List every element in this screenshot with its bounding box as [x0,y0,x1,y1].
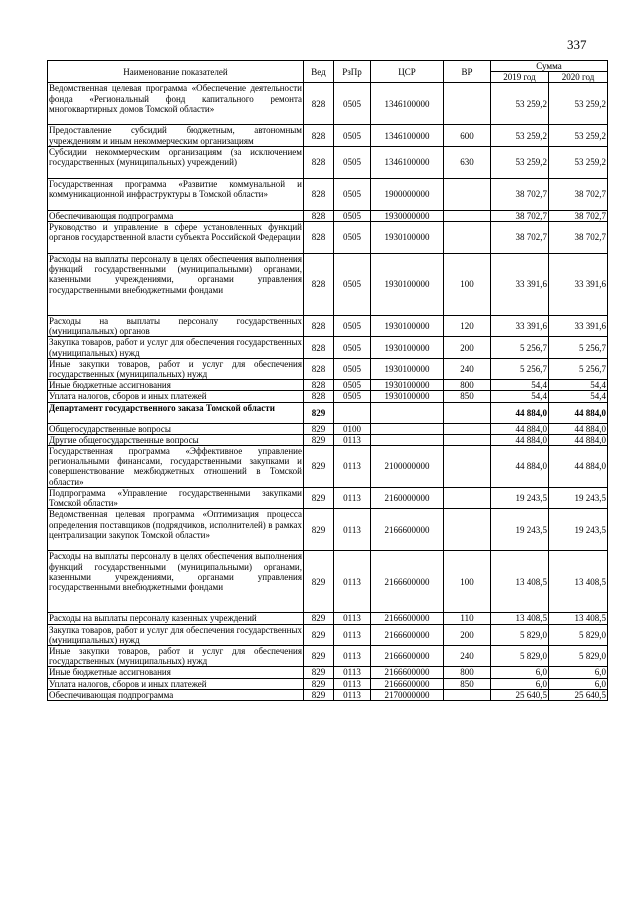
cell-rzpr: 0113 [334,689,371,700]
cell-vr [444,83,491,125]
table-row [48,423,608,434]
cell-name: Расходы на выплаты персоналу в целях обеспечения выполнения функций государственными (муниципальными) органами, казенными учреждениями, органами управления государственными внебюджетными фондами [48,254,304,316]
cell-ved: 829 [304,678,334,689]
cell-rzpr: 0505 [334,391,371,402]
table-row [48,83,608,125]
table-row [48,125,608,146]
cell-y2019: 44 884,0 [491,423,549,434]
cell-ved: 828 [304,391,334,402]
table-row [48,222,608,254]
table-row [48,146,608,178]
cell-name: Иные бюджетные ассигнования [48,380,304,391]
cell-ved: 829 [304,402,334,423]
cell-y2019: 54,4 [491,380,549,391]
cell-ved: 828 [304,254,334,316]
cell-y2020: 44 884,0 [549,423,608,434]
cell-y2020: 44 884,0 [549,434,608,445]
cell-y2019: 53 259,2 [491,125,549,146]
table-row [48,254,608,316]
cell-y2019: 53 259,2 [491,83,549,125]
cell-csr: 1346100000 [371,83,444,125]
cell-csr [371,423,444,434]
cell-csr: 1930100000 [371,337,444,358]
cell-csr: 1930100000 [371,358,444,379]
cell-y2020: 19 243,5 [549,488,608,509]
cell-vr: 600 [444,125,491,146]
cell-y2020: 5 829,0 [549,646,608,667]
cell-name: Иные бюджетные ассигнования [48,667,304,678]
cell-name: Расходы на выплаты персоналу в целях обеспечения выполнения функций государственными (муниципальными) органами, казенными учреждениями, органами управления государственными внебюджетными фондами [48,551,304,613]
table-row [48,509,608,551]
table-row [48,551,608,613]
header-sum: Сумма [491,61,608,72]
cell-ved: 829 [304,551,334,613]
cell-rzpr: 0113 [334,551,371,613]
cell-csr: 1900000000 [371,178,444,210]
table-row [48,178,608,210]
cell-vr [444,446,491,488]
cell-rzpr: 0113 [334,509,371,551]
page-number: 337 [567,37,587,52]
cell-ved: 828 [304,222,334,254]
table-row [48,210,608,221]
table-row [48,678,608,689]
cell-vr [444,434,491,445]
cell-y2019: 44 884,0 [491,434,549,445]
cell-y2020: 38 702,7 [549,210,608,221]
cell-y2019: 13 408,5 [491,613,549,624]
cell-y2020: 38 702,7 [549,222,608,254]
cell-name: Обеспечивающая подпрограмма [48,689,304,700]
cell-csr: 1930100000 [371,316,444,337]
cell-vr: 240 [444,358,491,379]
cell-y2020: 5 256,7 [549,358,608,379]
cell-rzpr: 0505 [334,254,371,316]
cell-name: Уплата налогов, сборов и иных платежей [48,678,304,689]
cell-rzpr: 0505 [334,316,371,337]
cell-name: Государственная программа «Развитие коммунальной и коммуникационной инфраструктуры в Томской области» [48,178,304,210]
cell-csr: 2170000000 [371,689,444,700]
cell-vr: 200 [444,624,491,645]
cell-vr: 240 [444,646,491,667]
cell-y2019: 5 256,7 [491,358,549,379]
cell-y2020: 13 408,5 [549,551,608,613]
cell-vr: 800 [444,380,491,391]
cell-name: Закупка товаров, работ и услуг для обеспечения государственных (муниципальных) нужд [49,624,302,645]
cell-y2019: 5 256,7 [491,337,549,358]
cell-vr: 100 [444,551,491,613]
cell-ved: 829 [304,613,334,624]
cell-ved: 828 [304,83,334,125]
table-row [48,337,608,358]
cell-ved: 828 [304,358,334,379]
cell-y2020: 53 259,2 [549,125,608,146]
cell-csr: 1930000000 [371,210,444,221]
cell-vr [444,178,491,210]
cell-rzpr [334,402,371,423]
cell-rzpr: 0113 [334,678,371,689]
cell-ved: 829 [304,667,334,678]
header-ved: Вед [304,61,334,83]
cell-y2019: 6,0 [491,678,549,689]
cell-y2020: 53 259,2 [549,146,608,178]
cell-y2020: 44 884,0 [549,402,608,423]
cell-y2019: 33 391,6 [491,316,549,337]
cell-name: Предоставление субсидий бюджетным, автономным учреждениям и иным некоммерческим организациям [49,125,302,146]
header-2020: 2020 год [549,72,608,83]
cell-vr [444,488,491,509]
cell-vr: 120 [444,316,491,337]
header-vr: ВР [444,61,491,83]
cell-y2020: 19 243,5 [549,509,608,551]
cell-y2020: 5 256,7 [549,337,608,358]
cell-y2019: 53 259,2 [491,146,549,178]
cell-csr: 2166600000 [371,613,444,624]
table-row [48,646,608,667]
cell-y2019: 19 243,5 [491,509,549,551]
cell-ved: 829 [304,423,334,434]
header-csr: ЦСР [371,61,444,83]
table-row [48,316,608,337]
cell-csr: 2166600000 [371,678,444,689]
cell-csr [371,402,444,423]
table-row [48,402,608,423]
cell-csr: 2166600000 [371,667,444,678]
cell-rzpr: 0505 [334,146,371,178]
cell-rzpr: 0113 [334,434,371,445]
table-body [48,83,608,701]
cell-vr: 630 [444,146,491,178]
cell-rzpr: 0100 [334,423,371,434]
cell-rzpr: 0113 [334,613,371,624]
header-2019: 2019 год [491,72,549,83]
cell-rzpr: 0505 [334,83,371,125]
cell-name: Общегосударственные вопросы [48,423,304,434]
cell-vr [444,222,491,254]
cell-ved: 828 [304,125,334,146]
cell-y2020: 33 391,6 [549,254,608,316]
cell-name: Ведомственная целевая программа «Оптимизация процесса определения поставщиков (подрядчиков, исполнителей) в рамках централизации закупок Томской области» [48,509,304,551]
cell-y2019: 54,4 [491,391,549,402]
cell-y2019: 38 702,7 [491,222,549,254]
cell-y2020: 38 702,7 [549,178,608,210]
cell-name: Обеспечивающая подпрограмма [48,210,304,221]
cell-rzpr: 0505 [334,337,371,358]
header-rzpr: РзПр [334,61,371,83]
cell-name: Субсидии некоммерческим организациям (за исключением государственных (муниципальных) учреждений) [48,146,304,178]
cell-csr: 1346100000 [371,146,444,178]
table-row [48,434,608,445]
cell-y2019: 19 243,5 [491,488,549,509]
cell-name: Иные закупки товаров, работ и услуг для обеспечения государственных (муниципальных) нужд [49,646,302,667]
cell-name: Расходы на выплаты персоналу государственных (муниципальных) органов [49,316,302,337]
cell-y2020: 54,4 [549,380,608,391]
cell-csr: 2166600000 [371,509,444,551]
cell-vr [444,402,491,423]
cell-ved: 828 [304,146,334,178]
cell-csr: 1930100000 [371,254,444,316]
cell-csr: 1930100000 [371,222,444,254]
cell-y2019: 25 640,5 [491,689,549,700]
cell-vr: 850 [444,391,491,402]
cell-vr: 800 [444,667,491,678]
cell-vr [444,210,491,221]
cell-rzpr: 0505 [334,358,371,379]
cell-y2020: 25 640,5 [549,689,608,700]
cell-name: Другие общегосударственные вопросы [48,434,304,445]
cell-csr: 2166600000 [371,646,444,667]
table-row [48,380,608,391]
cell-y2019: 44 884,0 [491,446,549,488]
cell-csr: 2166600000 [371,551,444,613]
budget-table [47,60,608,701]
cell-y2019: 38 702,7 [491,210,549,221]
cell-y2020: 6,0 [549,678,608,689]
cell-vr: 850 [444,678,491,689]
cell-ved: 828 [304,316,334,337]
cell-y2020: 33 391,6 [549,316,608,337]
table-row [48,667,608,678]
cell-ved: 829 [304,488,334,509]
cell-y2020: 53 259,2 [549,83,608,125]
cell-y2020: 44 884,0 [549,446,608,488]
cell-vr: 200 [444,337,491,358]
cell-name: Расходы на выплаты персоналу казенных учреждений [48,613,304,624]
cell-ved: 829 [304,689,334,700]
table-row [48,358,608,379]
cell-y2019: 5 829,0 [491,624,549,645]
cell-y2019: 5 829,0 [491,646,549,667]
cell-rzpr: 0505 [334,380,371,391]
cell-y2020: 54,4 [549,391,608,402]
cell-y2020: 13 408,5 [549,613,608,624]
cell-ved: 828 [304,337,334,358]
cell-y2019: 33 391,6 [491,254,549,316]
cell-y2020: 6,0 [549,667,608,678]
cell-ved: 828 [304,210,334,221]
cell-rzpr: 0113 [334,667,371,678]
cell-y2020: 5 829,0 [549,624,608,645]
header-name: Наименование показателей [48,61,304,83]
cell-rzpr: 0505 [334,125,371,146]
cell-rzpr: 0113 [334,446,371,488]
cell-rzpr: 0113 [334,624,371,645]
cell-rzpr: 0113 [334,646,371,667]
cell-name: Иные закупки товаров, работ и услуг для обеспечения государственных (муниципальных) нужд [49,358,302,380]
cell-ved: 829 [304,509,334,551]
cell-ved: 829 [304,446,334,488]
cell-name: Закупка товаров, работ и услуг для обеспечения государственных (муниципальных) нужд [49,337,302,358]
cell-name: Руководство и управление в сфере установленных функций органов государственной власти субъекта Российской Федерации [48,222,304,254]
cell-ved: 828 [304,178,334,210]
table-row [48,446,608,488]
cell-csr [371,434,444,445]
cell-name: Ведомственная целевая программа «Обеспечение деятельности фонда «Региональный фонд капитального ремонта многоквартирных домов Томской области» [48,83,304,125]
cell-y2019: 38 702,7 [491,178,549,210]
cell-csr: 1346100000 [371,125,444,146]
table-row [48,624,608,645]
table-row [48,488,608,509]
cell-vr: 100 [444,254,491,316]
cell-ved: 829 [304,646,334,667]
cell-name: Подпрограмма «Управление государственными закупками Томской области» [49,488,302,509]
cell-csr: 2160000000 [371,488,444,509]
table-row [48,613,608,624]
cell-rzpr: 0505 [334,222,371,254]
cell-ved: 829 [304,624,334,645]
cell-csr: 2166600000 [371,624,444,645]
cell-csr: 1930100000 [371,380,444,391]
cell-csr: 2100000000 [371,446,444,488]
cell-vr: 110 [444,613,491,624]
table-row [48,689,608,700]
cell-rzpr: 0113 [334,488,371,509]
cell-rzpr: 0505 [334,178,371,210]
cell-vr [444,689,491,700]
cell-ved: 828 [304,380,334,391]
cell-csr: 1930100000 [371,391,444,402]
cell-vr [444,423,491,434]
cell-name: Департамент государственного заказа Томской области [48,402,304,423]
table-row [48,391,608,402]
cell-vr [444,509,491,551]
cell-y2019: 44 884,0 [491,402,549,423]
cell-y2019: 6,0 [491,667,549,678]
cell-name: Уплата налогов, сборов и иных платежей [48,391,304,402]
cell-y2019: 13 408,5 [491,551,549,613]
cell-rzpr: 0505 [334,210,371,221]
cell-ved: 829 [304,434,334,445]
cell-name: Государственная программа «Эффективное управление региональными финансами, государственными закупками и совершенствование межбюджетных отношений в Томской области» [49,446,302,487]
